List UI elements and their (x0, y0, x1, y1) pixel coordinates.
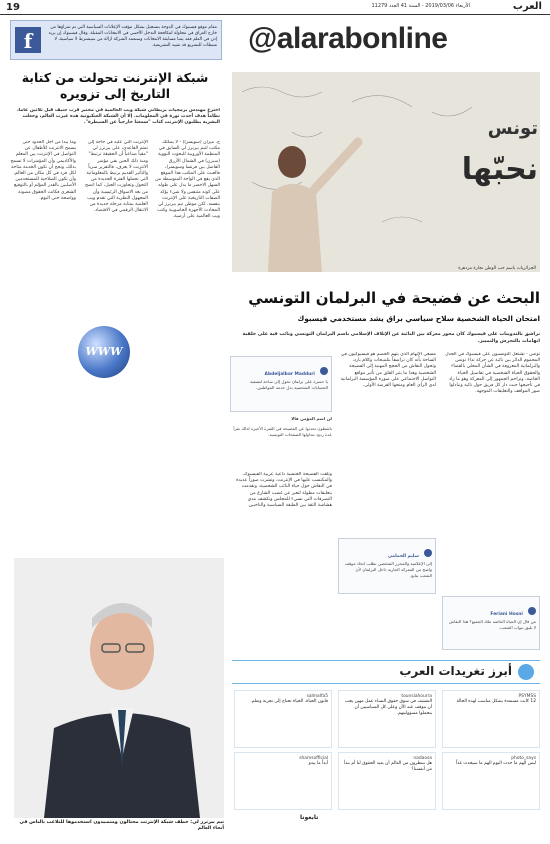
fb-comment-card (230, 356, 332, 412)
tweet-text: قانون الحياة، الحياة تحتاج إلى تجربة وتعلم. (250, 699, 328, 704)
twitter-bird-icon (518, 664, 534, 680)
mid-note: ناشطون تحدثوا عن الفضيحة في الفترة الأخيرة لذلك نقرأ عدة ردود تتداولها الصفحات التونسية. (233, 426, 332, 437)
right-article-lead: تراشق بالتدوينات على فيسبوك كان محور معركة بين النائبة عن الإتلاف الإسلامي باسم البرلمان التونسي ونائب فيه على خلفية اتهامات بالتحرش والتمييز. (242, 332, 540, 344)
tweet-user: shamsofficial (299, 756, 328, 761)
page-header (0, 0, 550, 14)
follow-us-label: تابعونا (300, 814, 319, 821)
fb-comment-card (338, 538, 436, 594)
photo-caption: تيم بيرنرز لي: خطف شبكة الإنترنت محتالون ومتصيدون استخدموها للتلاعب بالناس في أنحاء العالم (19, 820, 224, 832)
header-divider (0, 14, 550, 15)
photo-credit: الجزائريات باسم حب الوطن تجارة مزدهرة (458, 266, 536, 271)
left-col-1: ج. ميران (سويسرا) - لا يمكنك مكتب لتيم بيرنرز لي السابق في المنظمة الأوروبية للبحوث النووية (سيرن) في الشمال الأزرق الفاصل بين فرنسا وسويسرا، فالعبث على المكتب هذا الموقع الذي يقع في الواحة المتوسطة من السهل الاخضر ما يدل على طوله على كونه متنفس ولا شيء يؤكد الصفات التاريخية على الإنترنت بنفسه. لكن موطن تيم بيرنرز لي المحادث الأجهزة الحاسوبية وكتب ويب العالمية على أرضية. (155, 140, 220, 220)
tweets-section-title: أبرز تغريدات العرب (399, 664, 512, 678)
fb-comment-card (442, 596, 540, 650)
right-article-headline: البحث عن فضيحة في البرلمان التونسي (248, 289, 540, 307)
tweet-card (442, 752, 540, 810)
graffiti-tunis-word: تونس (487, 118, 538, 139)
comment-label: لن اسم المؤمن فالا (291, 416, 332, 421)
tweet-user: PSYMSS (518, 694, 536, 699)
facebook-icon (424, 549, 432, 557)
fb-comment-author: سليم الحمامي (387, 554, 419, 559)
berners-lee-photo (14, 558, 224, 818)
fb-comment-author: Abdeljalbar Madduri (264, 372, 315, 377)
left-article-intro: أخترع مهندس برمجيات بريطاني شبكة ويب العالمية في مختبر قرب جنيف قبل ثلاثين عاماً، نظاماً هدف أحدث ثورة في المعلومات. إلا أن الشبكة العنكبوتية هذه غيرت العالم، وجعلت البشرية يطلبون الإنترنت كتاب "سمعنا خارجياً عن السيطرة". (16, 108, 220, 126)
www-globe-icon: WWW (78, 326, 130, 378)
tweet-user: tounsiahourra (401, 694, 432, 699)
facebook-icon: f (15, 27, 41, 53)
tweets-banner (232, 660, 540, 684)
facebook-icon (320, 367, 328, 375)
tweet-card (234, 690, 332, 748)
tweet-text: أبداً ما يبدو (308, 761, 328, 766)
tweet-card (442, 690, 540, 748)
right-col-c: وتلقت الفضيحة الجنسية داعية عربية الفيسبوك، والمكتسب عليها في الإنترنت، ونشرت صوراً عديدة في النقاش حول حياة النائب الشخصية، وتقدمت بتعليقات مطولة لتعبر عن غضب الشارع من التصرفات التي تسيء للمجلس وتكشف مدى هشاشة الثقة بين الطبقة السياسية والناخبين. (236, 472, 332, 509)
portrait-illustration (14, 558, 224, 818)
right-col-a: تونس - تشتعل التونسيون على فيسبوك في الجدل المحموم الدائر بين نائبة عن حركة نداء تونس والبرلمانية المعروفة في الشأن المحلي بالقضاء والحقوق الحياة الشخصية في تفاصيل الحياة الخاصة، وتزاحم الجمهور إلى المعركة وهو ما زاد في تأجيجها حيث دار كل فريق حول نائبه وتبادلوا صور المواقف والتعليقات الموجهة. (445, 352, 540, 395)
tweet-card (338, 690, 436, 748)
right-article-subhead: امتحان الحياة الشخصية سلاح سياسي براق يشد مستخدمي فيسبوك (297, 314, 540, 323)
tweet-user: nadaosa (413, 756, 432, 761)
tweet-user: photo_says (511, 756, 536, 761)
twitter-handle: @alarabonline (248, 22, 448, 55)
tweet-text: التقشف في سوق حقوق النساء عمل مهين يجب أن نتوقف عنه الآن وعلى كل السياسيين أن يتحملوا مسؤوليتهم. (344, 699, 432, 716)
right-col-b: مسعى الإتهام الذي يتهم الخصم هو فيسبوكيون في الساحة بأنه كان تراشقاً بتلميحات وكلام بارد، وتحول النقاش من الحجج المهنية إلى الفضيحة الشخصية وهذا ما يثير القلق من تأثير مواقع التواصل الاجتماعي على صورة المؤسسة البرلمانية لدى الرأي العام ومنحها الفرصة الأولى. (340, 352, 436, 389)
tweet-user: salmalfa5 (306, 694, 328, 699)
issue-info: الأربعاء 2019/03/06 - السنة 41 العدد 11279 (371, 3, 470, 9)
page-number: 19 (6, 2, 20, 13)
facebook-promo-box (10, 20, 222, 60)
graffiti-love-word: نحبّها (461, 152, 538, 187)
right-article-body (232, 352, 540, 662)
fb-comment-text: من قال إن الحياة الخاصة ملك الجميع؟ هذا النقاش لا يليق بنواب الشعب. (449, 619, 536, 630)
tweet-card (234, 752, 332, 810)
tweet-text: 12 كانت مستعدة بشكل مناسب لهذه الحالة (456, 699, 536, 704)
facebook-icon (528, 607, 536, 615)
fb-comment-text: إلى الإعلامية والمحرر الشخصي نطلب اتخاذ موقف واضح من المعركة الجارية داخل البرلمان لأن الشعب يتابع. (344, 561, 432, 578)
tweet-text: ليس الهم ما حدث اليوم الهم ما سيحدث غداً (456, 761, 536, 766)
left-col-3: وما يبدأ من أجل الحدود حتى يسمح الانترنت للأطفال عن التواصل في الإنترنت بين المعلم والأكاديمي وأن المؤشرات لا تسمح بذلك، ونجح أن تكون الخدمة متاحة لكل فرد في كل مكان من العالم، وأن تكون الصلاحية للمستخدمين الأصليين بالقدر المؤلم أو بالتوقيع الشعري فكانت الحقوق مصونة وواضحة حتى اليوم. (10, 140, 76, 201)
fb-comment-text: يا حسرة على برلمان تحول إلى ساحة لتصفية الحسابات الشخصية بدل خدمة المواطنين. (250, 379, 328, 390)
masthead-logo: العرب (512, 1, 542, 12)
promo-text: مقام موقع فيسبوك في الدوحة بتسجيل بشكل مؤقت الإعلانات السياسية التي تم شراؤها من خارج العراق في محاولة لمكافحة التدخل الأجنبي في الانتخابات المقبلة. وقال فيسبوك إن بريد إذن في العلم فقد يمنا مسابقة الانتخابات وستعمد الشركة ازالة من سيشترط لا سياسية، لا متبطات للتشريع قد تقييد التشريعية. (48, 25, 217, 48)
tweet-card (338, 752, 436, 810)
tweet-text: هل تنتظرون من العالم أن يعيد الحقوق لنا أم نبدأ من أنفسنا؟ (343, 761, 432, 772)
fb-comment-author: Feriani Hosni (490, 612, 523, 617)
left-article-headline: شبكة الإنترنت تحولت من كتابة التاريخ إلى تزويره (21, 70, 209, 101)
left-col-2: الإنترنت التي عليه في حاجة إلى تمتم القاعدي، على بيرنرز لي "مقياً صناعياً أن الحقيقة ترتبط" ومنذ ذلك الحين بقي مؤشر الانترنت لا يعرف، فالتقرير سرياً والتأثير القديم يرتبط بالمعلوماتية التي تحملها الفترة الجديدة من التحول وتجاوزت الجيل، كما اتضح من بعد الاسواق الرئيسية وأن المجهول النظرية التي تقدم ويب العلمية بمثابة مرحلة جديدة من الانتقال الرقمي في الاقتصاد. (85, 140, 148, 214)
